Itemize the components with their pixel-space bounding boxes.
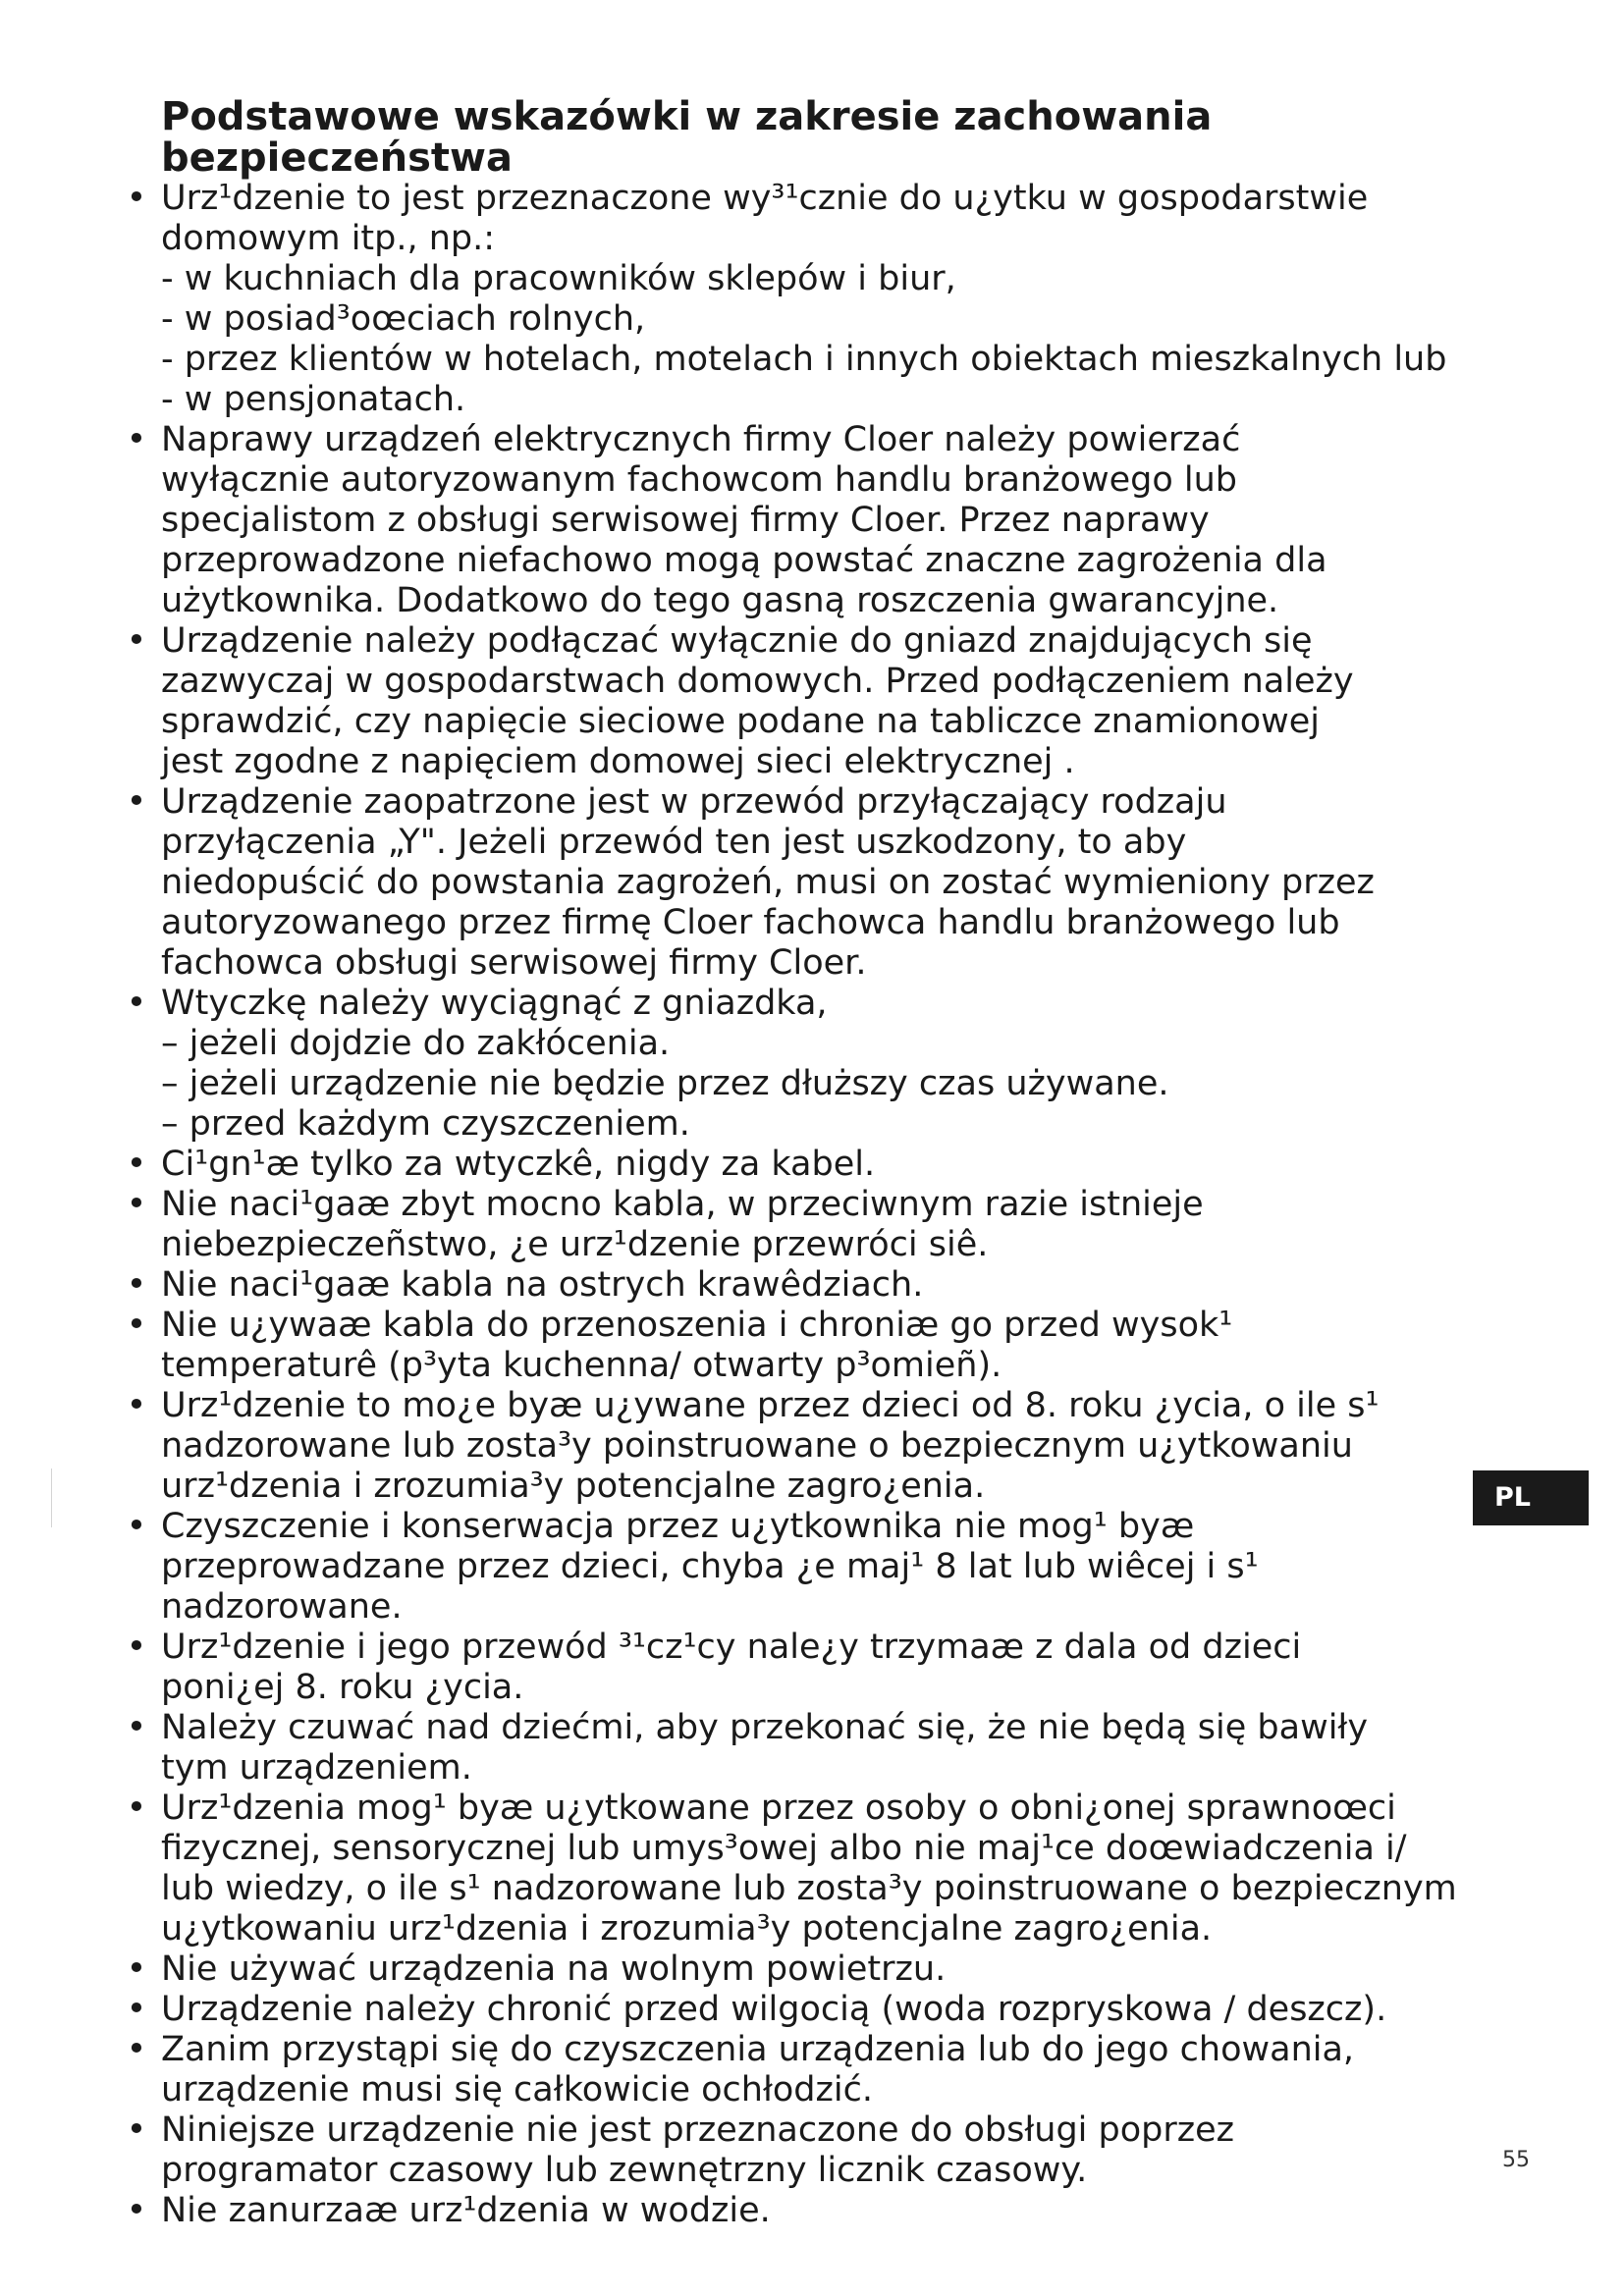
item-line: zazwyczaj w gospodarstwach domowych. Przed podłączeniem należy xyxy=(161,662,1354,701)
item-line: wyłącznie autoryzowanym fachowcom handlu branżowego lub xyxy=(161,460,1237,500)
item-line: nadzorowane lub zosta³y poinstruowane o bezpiecznym u¿ytkowaniu xyxy=(161,1426,1353,1466)
item-line: specjalistom z obsługi serwisowej firmy Cloer. Przez naprawy xyxy=(161,501,1210,540)
item-line: Urz¹dzenie to mo¿e byæ u¿ywane przez dzieci od 8. roku ¿ycia, o ile s¹ xyxy=(161,1386,1380,1425)
item-line: tym urządzeniem. xyxy=(161,1748,472,1788)
item-line: Ci¹gn¹æ tylko za wtyczkê, nigdy za kabel. xyxy=(161,1145,876,1184)
item-line: użytkownika. Dodatkowo do tego gasną roszczenia gwarancyjne. xyxy=(161,581,1279,620)
item-line: u¿ytkowaniu urz¹dzenia i zrozumia³y potencjalne zagro¿enia. xyxy=(161,1909,1213,1949)
list-item xyxy=(122,984,1496,1145)
item-line: Urządzenie należy chronić przed wilgocią (woda rozpryskowa / deszcz). xyxy=(161,1990,1387,2029)
item-line: Nie u¿ywaæ kabla do przenoszenia i chroniæ go przed wysok¹ xyxy=(161,1306,1233,1345)
bullet-icon: • xyxy=(126,1145,147,1184)
language-tab: PL xyxy=(1473,1470,1589,1525)
bullet-icon: • xyxy=(126,1306,147,1345)
bullet-icon: • xyxy=(126,1708,147,1747)
item-line: Nie naci¹gaæ kabla na ostrych krawêdziach. xyxy=(161,1265,924,1305)
item-line: fizycznej, sensorycznej lub umys³owej albo nie maj¹ce doœwiadczenia i/ xyxy=(161,1829,1407,1868)
list-item xyxy=(122,1265,1496,1306)
list-item xyxy=(122,1507,1496,1628)
item-line: przeprowadzone niefachowo mogą powstać znaczne zagrożenia dla xyxy=(161,541,1327,580)
list-item xyxy=(122,1789,1496,1949)
bullet-icon: • xyxy=(126,621,147,661)
item-line: – jeżeli urządzenie nie będzie przez dłuższy czas używane. xyxy=(161,1064,1169,1103)
item-line: autoryzowanego przez firmę Cloer fachowca handlu branżowego lub xyxy=(161,903,1340,942)
item-line: Urz¹dzenia mog¹ byæ u¿ytkowane przez osoby o obni¿onej sprawnoœci xyxy=(161,1789,1396,1828)
bullet-icon: • xyxy=(126,1789,147,1828)
bullet-icon: • xyxy=(126,1507,147,1546)
item-line: urz¹dzenia i zrozumia³y potencjalne zagro¿enia. xyxy=(161,1467,986,1506)
bullet-icon: • xyxy=(126,1949,147,1989)
list-item xyxy=(122,1708,1496,1789)
list-item xyxy=(122,1990,1496,2030)
item-line: Urz¹dzenie to jest przeznaczone wy³¹cznie do u¿ytku w gospodarstwie xyxy=(161,179,1369,218)
item-line: Wtyczkę należy wyciągnąć z gniazdka, xyxy=(161,984,828,1023)
page-number: 55 xyxy=(1502,2148,1530,2172)
item-line: domowym itp., np.: xyxy=(161,219,496,258)
bullet-icon: • xyxy=(126,2110,147,2150)
item-line: niebezpieczeñstwo, ¿e urz¹dzenie przewróci siê. xyxy=(161,1225,989,1264)
item-line: lub wiedzy, o ile s¹ nadzorowane lub zosta³y poinstruowane o bezpiecznym xyxy=(161,1869,1457,1908)
list-item xyxy=(122,2110,1496,2191)
item-line: - w pensjonatach. xyxy=(161,380,466,419)
item-line: przyłączenia „Y". Jeżeli przewód ten jest uszkodzony, to aby xyxy=(161,823,1187,862)
item-line: urządzenie musi się całkowicie ochłodzić. xyxy=(161,2070,873,2109)
item-line: sprawdzić, czy napięcie sieciowe podane na tabliczce znamionowej xyxy=(161,702,1321,741)
item-line: programator czasowy lub zewnętrzny licznik czasowy. xyxy=(161,2151,1088,2190)
item-line: - w kuchniach dla pracowników sklepów i biur, xyxy=(161,259,956,298)
list-item xyxy=(122,782,1496,984)
list-item xyxy=(122,179,1496,420)
bullet-icon: • xyxy=(126,782,147,822)
bullet-icon: • xyxy=(126,1990,147,2029)
list-item xyxy=(122,420,1496,621)
list-item xyxy=(122,1386,1496,1507)
bullet-icon: • xyxy=(126,1265,147,1305)
bullet-icon: • xyxy=(126,984,147,1023)
item-line: – przed każdym czyszczeniem. xyxy=(161,1104,690,1144)
item-line: Należy czuwać nad dziećmi, aby przekonać się, że nie będą się bawiły xyxy=(161,1708,1369,1747)
item-line: Czyszczenie i konserwacja przez u¿ytkownika nie mog¹ byæ xyxy=(161,1507,1195,1546)
bullet-icon: • xyxy=(126,420,147,459)
list-item xyxy=(122,1306,1496,1386)
list-item xyxy=(122,1145,1496,1185)
list-item xyxy=(122,1185,1496,1265)
item-line: Zanim przystąpi się do czyszczenia urządzenia lub do jego chowania, xyxy=(161,2030,1355,2069)
bullet-icon: • xyxy=(126,1185,147,1224)
item-line: – jeżeli dojdzie do zakłócenia. xyxy=(161,1024,671,1063)
item-line: nadzorowane. xyxy=(161,1587,403,1627)
bullet-icon: • xyxy=(126,179,147,218)
item-line: poni¿ej 8. roku ¿ycia. xyxy=(161,1668,524,1707)
margin-mark xyxy=(51,1468,52,1527)
item-line: Urządzenie należy podłączać wyłącznie do gniazd znajdujących się xyxy=(161,621,1313,661)
section-title: Podstawowe wskazówki w zakresie zachowania bezpieczeństwa xyxy=(161,94,1213,181)
item-line: Nie używać urządzenia na wolnym powietrzu. xyxy=(161,1949,947,1989)
list-item xyxy=(122,1949,1496,1990)
item-line: jest zgodne z napięciem domowej sieci elektrycznej . xyxy=(161,742,1075,781)
list-item xyxy=(122,1628,1496,1708)
item-line: Nie zanurzaæ urz¹dzenia w wodzie. xyxy=(161,2191,771,2230)
list-item xyxy=(122,2191,1496,2231)
item-line: - w posiad³oœciach rolnych, xyxy=(161,299,646,339)
item-line: Urządzenie zaopatrzone jest w przewód przyłączający rodzaju xyxy=(161,782,1227,822)
item-line: przeprowadzane przez dzieci, chyba ¿e maj¹ 8 lat lub wiêcej i s¹ xyxy=(161,1547,1259,1586)
item-line: niedopuścić do powstania zagrożeń, musi on zostać wymieniony przez xyxy=(161,863,1375,902)
item-line: Naprawy urządzeń elektrycznych firmy Cloer należy powierzać xyxy=(161,420,1241,459)
list-item xyxy=(122,2030,1496,2110)
item-line: temperaturê (p³yta kuchenna/ otwarty p³omieñ). xyxy=(161,1346,1002,1385)
item-line: Nie naci¹gaæ zbyt mocno kabla, w przeciwnym razie istnieje xyxy=(161,1185,1204,1224)
item-line: Niniejsze urządzenie nie jest przeznaczone do obsługi poprzez xyxy=(161,2110,1235,2150)
safety-section xyxy=(122,96,1496,2231)
bullet-icon: • xyxy=(126,1386,147,1425)
item-line: Urz¹dzenie i jego przewód ³¹cz¹cy nale¿y trzymaæ z dala od dzieci xyxy=(161,1628,1302,1667)
list-item xyxy=(122,621,1496,782)
item-line: fachowca obsługi serwisowej firmy Cloer. xyxy=(161,943,867,983)
bullet-icon: • xyxy=(126,2191,147,2230)
bullet-icon: • xyxy=(126,2030,147,2069)
bullet-icon: • xyxy=(126,1628,147,1667)
item-line: - przez klientów w hotelach, motelach i innych obiektach mieszkalnych lub xyxy=(161,340,1447,379)
safety-list xyxy=(122,179,1496,2231)
